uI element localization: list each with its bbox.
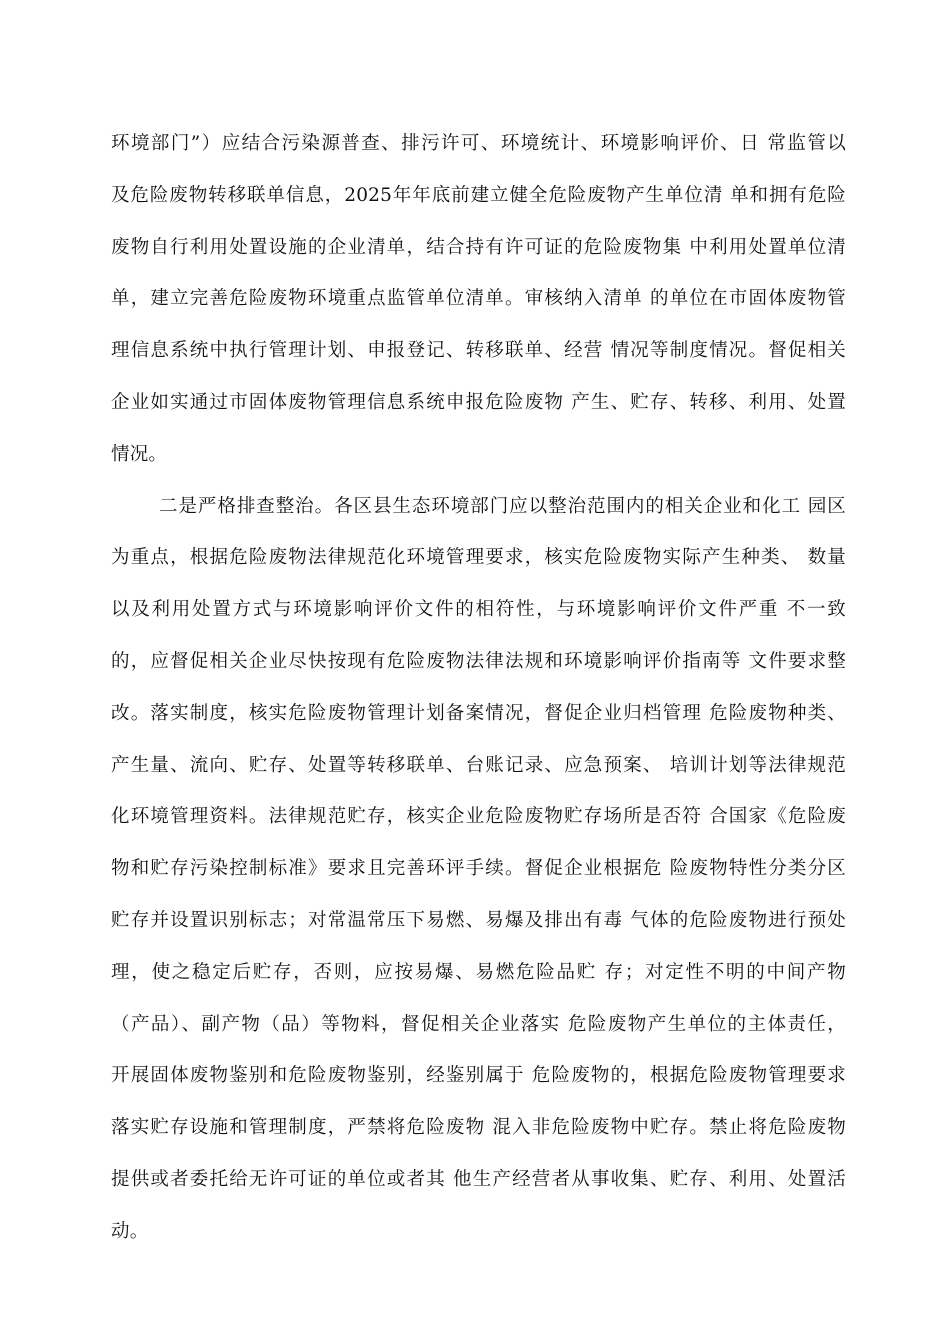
text-line: 改。落实制度，核实危险废物管理计划备案情况，督促企业归档管理 危险废物种类、 [111,702,846,724]
text-line: 提供或者委托给无许可证的单位或者其 他生产经营者从事收集、贮存、利用、处置活 [111,1168,846,1190]
text-line: 情况。 [111,443,168,465]
text-line: 物和贮存污染控制标准》要求且完善环评手续。督促企业根据危 险废物特性分类分区 [111,858,846,880]
text-line: 动。 [111,1220,149,1242]
paragraph-1 [111,126,846,489]
body-text [111,126,846,1266]
text-line: 产生量、流向、贮存、处置等转移联单、台账记录、应急预案、 培训计划等法律规范 [111,754,846,776]
text-line: 环境部门”）应结合污染源普查、排污许可、环境统计、环境影响评价、日 常监管以 [111,133,846,154]
text-line: 以及利用处置方式与环境影响评价文件的相符性，与环境影响评价文件严重 不一致 [111,599,846,621]
text-line: 废物自行利用处置设施的企业清单，结合持有许可证的危险废物集 中利用处置单位清 [111,236,846,258]
text-line: 二是严格排查整治。各区县生态环境部门应以整治范围内的相关企业和化工 园区 [159,495,846,517]
paragraph-2 [111,489,846,1266]
text-line: 落实贮存设施和管理制度，严禁将危险废物 混入非危险废物中贮存。禁止将危险废物 [111,1117,846,1139]
text-line: 及危险废物转移联单信息，2025年年底前建立健全危险废物产生单位清 单和拥有危险 [111,184,846,206]
text-line: 单，建立完善危险废物环境重点监管单位清单。审核纳入清单 的单位在市固体废物管 [111,288,846,310]
text-line: 理，使之稳定后贮存，否则，应按易爆、易燃危险品贮 存；对定性不明的中间产物 [111,961,846,983]
text-line: 开展固体废物鉴别和危险废物鉴别，经鉴别属于 危险废物的，根据危险废物管理要求 [111,1065,846,1087]
text-line: （产品）、副产物（品）等物料，督促相关企业落实 危险废物产生单位的主体责任， [111,1013,846,1035]
text-line: 为重点，根据危险废物法律规范化环境管理要求，核实危险废物实际产生种类、 数量 [111,547,846,569]
text-line: 理信息系统中执行管理计划、申报登记、转移联单、经营 情况等制度情况。督促相关 [111,340,846,362]
text-line: 企业如实通过市固体废物管理信息系统申报危险废物 产生、贮存、转移、利用、处置 [111,391,846,413]
text-line: 的，应督促相关企业尽快按现有危险废物法律法规和环境影响评价指南等 文件要求整 [111,650,846,672]
text-line: 贮存并设置识别标志；对常温常压下易燃、易爆及排出有毒 气体的危险废物进行预处 [111,909,846,931]
text-line: 化环境管理资料。法律规范贮存，核实企业危险废物贮存场所是否符 合国家《危险废 [111,806,846,828]
